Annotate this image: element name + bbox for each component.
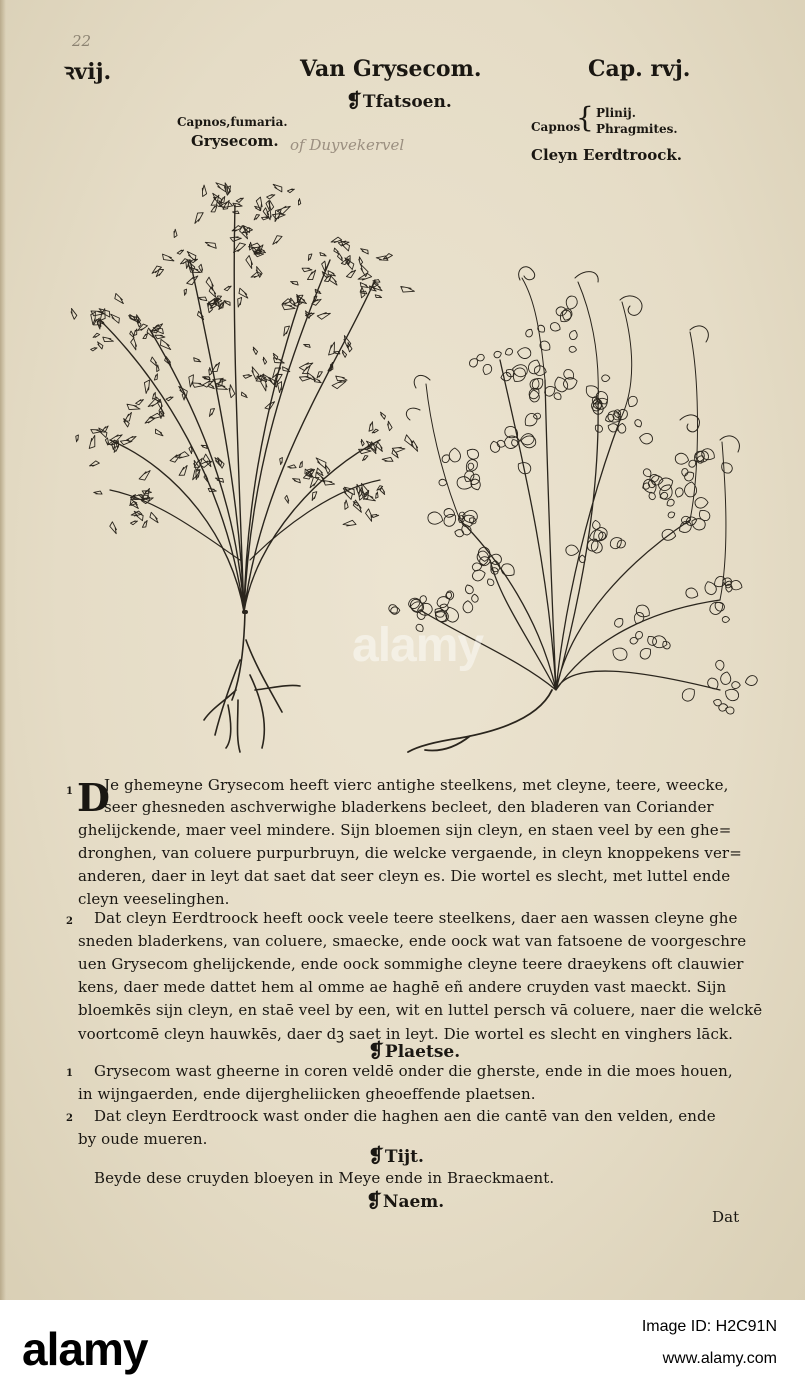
leaf-mark <box>206 407 216 416</box>
leaf-mark <box>633 418 643 428</box>
pilcrow-icon: ❡ <box>368 1040 384 1062</box>
leaf-mark <box>203 381 214 387</box>
leaf-mark <box>371 513 379 519</box>
leaf-mark <box>697 508 712 522</box>
pilcrow-icon: ❡ <box>346 90 362 112</box>
leaf-mark <box>565 545 578 556</box>
leaf-mark <box>675 453 688 464</box>
leaf-mark <box>411 441 418 452</box>
leaf-mark <box>307 475 322 487</box>
leaf-mark <box>329 275 337 286</box>
leaf-mark <box>361 455 369 461</box>
leaf-mark <box>284 495 290 503</box>
leaf-mark <box>205 238 218 251</box>
section-heading-plaetse: ❡Plaetse. <box>368 1040 461 1062</box>
paragraph-1-line: cleyn veeselinghen. <box>78 890 230 908</box>
leaf-mark <box>177 465 191 477</box>
leaf-mark <box>298 461 305 468</box>
leaf-mark <box>261 215 269 221</box>
leaf-mark <box>186 276 200 286</box>
alamy-logo: alamy <box>22 1323 148 1375</box>
leaf-mark <box>232 225 242 231</box>
paragraph-2-line: bloemkēs sijn cleyn, en staē veel by een, wit en luttel persch vā coluere, naer die welckē <box>78 1001 763 1019</box>
leaf-mark <box>70 308 78 319</box>
leaf-mark <box>234 296 245 307</box>
leaf-mark <box>455 529 464 536</box>
plaetse-line: by oude mueren. <box>78 1130 208 1148</box>
leaf-mark <box>601 374 610 382</box>
paragraph-1-line: anderen, daer in leyt dat saet dat seer cleyn es. Die wortel es slecht, met luttel ende <box>78 867 731 885</box>
leaf-mark <box>154 427 163 438</box>
paragraph-2-number: 2 <box>66 916 73 927</box>
leaf-mark <box>565 295 578 310</box>
leaf-mark <box>172 229 180 238</box>
paragraph-1-number: 1 <box>66 786 73 797</box>
label-right-latin-2: Phragmites. <box>596 122 678 136</box>
plaetse-line: Dat cleyn Eerdtroock wast onder die haghen aen die cantē van den velden, ende <box>94 1107 716 1125</box>
watermark: alamy <box>352 619 484 672</box>
leaf-mark <box>677 519 693 535</box>
leaf-mark <box>344 483 356 497</box>
leaf-mark <box>380 487 385 494</box>
leaf-mark <box>569 330 578 340</box>
leaf-mark <box>192 356 200 365</box>
leaf-mark <box>471 594 480 603</box>
leaf-mark <box>342 500 351 510</box>
leaf-mark <box>111 312 121 325</box>
paragraph-2-line: Dat cleyn Eerdtroock heeft oock veele teere steelkens, daer aen wassen cleyne ghe <box>94 909 738 927</box>
stock-footer-bar <box>0 1300 805 1390</box>
leaf-mark <box>482 364 492 376</box>
paragraph-1-line: dronghen, van coluere purpurbruyn, die welcke vergaende, in cleyn knoppekens ver= <box>78 844 742 862</box>
leaf-mark <box>233 209 240 216</box>
leaf-mark <box>702 580 719 597</box>
leaf-mark <box>468 463 474 470</box>
leaf-mark <box>569 346 577 352</box>
tijt-line: Beyde dese cruyden bloeyen in Meye ende in Braeckmaent. <box>94 1169 555 1187</box>
paragraph-1-line: ghelijckende, maer veel mindere. Sijn bloemen sijn cleyn, en staen veel by een ghe= <box>78 821 732 839</box>
leaf-mark <box>169 454 181 463</box>
paragraph-2-line: uen Grysecom ghelijckende, ende oock sommighe cleyne teere draeykens oft clauwier <box>78 955 744 973</box>
leaf-mark <box>288 463 297 471</box>
leaf-mark <box>151 392 159 400</box>
leaf-mark <box>445 590 454 601</box>
leaf-mark <box>240 391 247 399</box>
leaf-mark <box>197 311 204 321</box>
leaf-mark <box>611 646 629 662</box>
leaf-mark <box>475 353 485 362</box>
leaf-mark <box>304 342 312 350</box>
leaf-mark <box>550 322 562 332</box>
leaf-mark <box>613 616 625 628</box>
leaf-mark <box>109 522 117 534</box>
leaf-mark <box>359 280 369 290</box>
leaf-mark <box>190 258 197 263</box>
leaf-mark <box>694 496 709 510</box>
leaf-mark <box>337 253 342 261</box>
running-header-chapter: Cap. rvj. <box>588 56 691 82</box>
leaf-mark <box>448 447 462 463</box>
leaf-mark <box>209 287 216 298</box>
leaf-mark <box>719 460 734 475</box>
leaf-mark <box>273 181 284 193</box>
leaf-mark <box>149 511 158 524</box>
running-header-title: Van Grysecom. <box>300 56 482 82</box>
leaf-mark <box>360 439 365 446</box>
leaf-mark <box>277 206 290 214</box>
leaf-mark <box>468 357 479 369</box>
paragraph-1-line: Je ghemeyne Grysecom heeft vierc antighe steelkens, met cleyne, teere, weecke, <box>104 776 729 794</box>
leaf-mark <box>333 247 338 254</box>
leaf-mark <box>266 194 274 200</box>
leaf-mark <box>555 305 568 316</box>
leaf-mark <box>522 411 539 429</box>
leaf-mark <box>634 631 643 641</box>
label-left-name: Grysecom. <box>191 132 279 150</box>
label-right-name: Cleyn Eerdtroock. <box>531 146 682 164</box>
leaf-mark <box>639 433 653 444</box>
leaf-mark <box>281 365 290 375</box>
leaf-mark <box>517 347 531 359</box>
leaf-mark <box>720 672 730 685</box>
leaf-mark <box>371 281 382 294</box>
leaf-mark <box>358 257 364 265</box>
leaf-mark <box>463 583 475 595</box>
leaf-mark <box>317 311 331 321</box>
leaf-mark <box>380 412 385 420</box>
leaf-mark <box>685 587 699 599</box>
leaf-mark <box>428 512 443 525</box>
section-heading-naem: ❡Naem. <box>366 1190 445 1212</box>
leaf-mark <box>504 347 514 357</box>
site-url: www.alamy.com <box>662 1350 777 1367</box>
paragraph-2-line: voortcomē cleyn hauwkēs, daer dꝫ saet in leyt. Die wortel es slecht en vinghers lāck. <box>78 1025 734 1043</box>
leaf-mark <box>667 510 676 519</box>
leaf-mark <box>391 444 405 455</box>
running-header-left: ꝛvij. <box>64 59 112 85</box>
leaf-mark <box>305 270 319 282</box>
leaf-mark <box>635 603 652 619</box>
leaf-mark <box>675 487 684 497</box>
leaf-mark <box>101 334 113 346</box>
leaf-mark <box>254 196 266 210</box>
leaf-mark <box>155 365 161 372</box>
plaetse-1-number: 1 <box>66 1068 73 1079</box>
leaf-mark <box>141 520 150 528</box>
leaf-mark <box>131 509 142 518</box>
pilcrow-icon: ❡ <box>368 1145 384 1167</box>
leaf-mark <box>725 706 735 715</box>
leaf-mark <box>93 333 100 337</box>
leaf-mark <box>391 449 398 459</box>
leaf-mark <box>236 198 243 202</box>
leaf-mark <box>271 234 284 244</box>
leaf-mark <box>376 442 383 452</box>
leaf-mark <box>712 574 727 589</box>
leaf-mark <box>724 688 740 702</box>
leaf-mark <box>298 373 311 384</box>
leaf-mark <box>218 458 224 469</box>
leaf-mark <box>358 272 372 282</box>
leaf-mark <box>296 199 302 206</box>
leaf-mark <box>229 234 241 244</box>
paragraph-1-dropcap: D <box>77 775 110 820</box>
paragraph-2-line: sneden bladerkens, van coluere, smaecke, ende oock wat van fatsoene de voorgeschre <box>78 932 747 950</box>
leaf-mark <box>182 288 189 295</box>
catchword: Dat <box>712 1208 740 1226</box>
leaf-mark <box>382 454 394 465</box>
leaf-mark <box>159 337 171 352</box>
leaf-mark <box>185 373 198 387</box>
leaf-mark <box>629 636 639 645</box>
leaf-mark <box>224 298 231 306</box>
plaetse-line: in wijngaerden, ende dijergheliicken gheoeffende plaetsen. <box>78 1085 536 1103</box>
leaf-mark <box>343 518 357 529</box>
plaetse-line: Grysecom wast gheerne in coren veldē onder die gherste, ende in die moes houen, <box>94 1062 733 1080</box>
leaf-mark <box>731 681 741 690</box>
leaf-mark <box>591 519 601 530</box>
plaetse-2-number: 2 <box>66 1113 73 1124</box>
leaf-mark <box>713 699 721 706</box>
leaf-mark <box>114 292 124 305</box>
leaf-mark <box>90 347 97 352</box>
leaf-mark <box>714 659 726 671</box>
leaf-mark <box>466 448 480 461</box>
leaf-mark <box>691 517 707 531</box>
leaf-mark <box>374 492 381 499</box>
leaf-mark <box>301 366 313 376</box>
label-left-handwritten: of Duyvekervel <box>290 136 405 154</box>
section-heading-tijt: ❡Tijt. <box>368 1145 424 1167</box>
leaf-mark <box>293 475 302 484</box>
leaf-mark <box>135 400 143 405</box>
leaf-mark <box>374 293 381 300</box>
leaf-mark <box>638 646 653 661</box>
leaf-mark <box>486 578 495 587</box>
leaf-mark <box>199 185 210 198</box>
leaf-mark <box>680 685 697 703</box>
leaf-mark <box>561 375 579 392</box>
label-left-latin: Capnos,fumaria. <box>177 115 288 129</box>
leaf-mark <box>345 270 357 278</box>
leaf-mark <box>129 338 138 350</box>
leaf-mark <box>386 421 393 431</box>
leaf-mark <box>130 331 134 338</box>
leaf-mark <box>399 282 414 297</box>
leaf-mark <box>224 286 232 291</box>
leaf-mark <box>306 253 314 261</box>
brace-icon: { <box>576 101 594 134</box>
leaf-mark <box>73 434 80 442</box>
paragraph-1-line: seer ghesneden aschverwighe bladerkens becleet, den bladeren van Coriander <box>104 798 714 816</box>
leaf-mark <box>342 350 346 357</box>
image-id: Image ID: H2C91N <box>641 1318 777 1335</box>
leaf-mark <box>85 435 100 450</box>
leaf-mark <box>125 400 140 414</box>
leaf-mark <box>444 508 455 517</box>
leaf-mark <box>94 488 103 496</box>
leaf-mark <box>319 251 326 259</box>
pilcrow-icon: ❡ <box>366 1190 382 1212</box>
leaf-mark <box>153 374 160 381</box>
leaf-mark <box>161 251 174 265</box>
leaf-mark <box>253 214 261 220</box>
leaf-mark <box>722 616 730 623</box>
paragraph-2-line: kens, daer mede dattet hem al omme ae haghē eñ andere cruyden vast maeckt. Sijn <box>78 978 727 996</box>
leaf-mark <box>332 380 346 389</box>
leaf-mark <box>166 396 173 401</box>
leaf-mark <box>744 674 759 688</box>
leaf-mark <box>493 350 503 359</box>
leaf-mark <box>142 333 150 339</box>
folio-handwritten: 22 <box>72 32 92 50</box>
capnos-woodcut-right <box>387 267 759 752</box>
leaf-mark <box>688 458 698 468</box>
leaf-mark <box>366 422 377 433</box>
leaf-mark <box>277 457 284 465</box>
leaf-mark <box>244 255 254 268</box>
leaf-mark <box>608 535 624 551</box>
leaf-mark <box>262 357 267 364</box>
leaf-mark <box>641 482 650 491</box>
leaf-mark <box>205 277 214 290</box>
leaf-mark <box>191 210 206 223</box>
leaf-mark <box>361 246 370 256</box>
leaf-mark <box>138 471 152 482</box>
leaf-mark <box>463 470 475 483</box>
leaf-mark <box>291 278 300 287</box>
leaf-mark <box>633 611 645 625</box>
leaf-mark <box>130 520 137 525</box>
leaf-mark <box>124 418 130 427</box>
leaf-mark <box>315 370 324 378</box>
leaf-mark <box>150 357 157 367</box>
leaf-mark <box>390 606 401 616</box>
leaf-mark <box>299 362 313 371</box>
label-right-latin-1: Plinij. <box>596 106 636 120</box>
leaf-mark <box>148 399 160 407</box>
leaf-mark <box>243 373 252 380</box>
leaf-mark <box>147 328 154 338</box>
leaf-mark <box>287 188 294 193</box>
section-heading-fatsoen: ❡Tfatsoen. <box>346 90 452 112</box>
leaf-mark <box>301 265 312 275</box>
leaf-mark <box>525 328 534 338</box>
leaf-mark <box>642 467 653 478</box>
leaf-mark <box>177 250 184 254</box>
leaf-mark <box>469 477 483 491</box>
leaf-mark <box>253 347 258 355</box>
leaf-mark <box>180 258 188 263</box>
leaf-mark <box>98 341 104 349</box>
leaf-mark <box>462 600 474 614</box>
leaf-mark <box>90 460 100 467</box>
label-right-latin-prefix: Capnos <box>531 120 581 134</box>
